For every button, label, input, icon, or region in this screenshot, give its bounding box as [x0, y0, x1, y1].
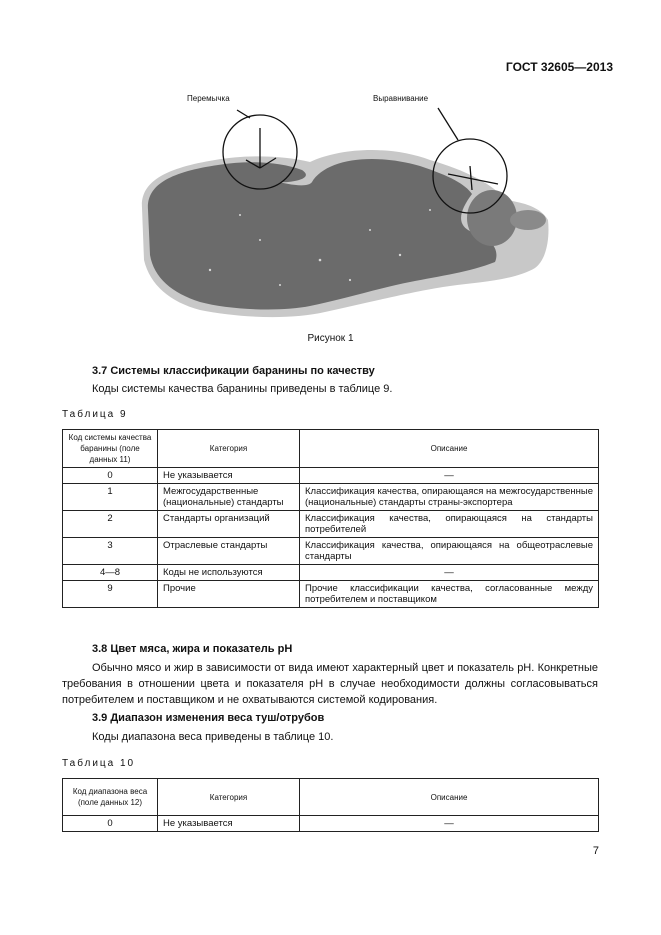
table-10-header-category: Категория — [158, 779, 300, 816]
table-10-header-description: Описание — [300, 779, 599, 816]
table-row: 1 Межгосударственные (национальные) стандарты Классификация качества, опирающаяся на межгосударственные (национальные) стандарты страны-экспортера — [63, 484, 599, 511]
meat-muscle-small — [510, 210, 546, 230]
left-leader-line — [237, 110, 250, 118]
table-9-label: Таблица 9 — [62, 409, 128, 420]
table-9 — [62, 429, 599, 608]
right-leader-line — [438, 108, 458, 140]
table-10-header-code: Код диапазона веса (поле данных 12) — [63, 779, 158, 816]
label-vyravnivanie: Выравнивание — [373, 94, 429, 103]
section-3-8-title: 3.8 Цвет мяса, жира и показатель pH — [92, 643, 293, 655]
table-row: 3 Отраслевые стандарты Классификация качества, опирающаяся на общеотраслевые стандарты — [63, 538, 599, 565]
page-number: 7 — [592, 845, 599, 857]
document-code: ГОСТ 32605—2013 — [505, 60, 613, 74]
section-3-8-text: Обычно мясо и жир в зависимости от вида имеют характерный цвет и показатель pH. Конкретные требования в отношении цвета и показателя pH в случае необходимости должны согласовываться потребителем и поставщиком и не охватываются системой кодирования. — [62, 662, 598, 706]
label-peremychka: Перемычка — [187, 94, 230, 103]
table-10 — [62, 778, 599, 832]
table-row: 9 Прочие Прочие классификации качества, согласованные между потребителем и поставщиком — [63, 581, 599, 608]
table-9-header-code: Код системы качества баранины (поле данных 11) — [63, 430, 158, 468]
section-3-7-text: Коды системы качества баранины приведены в таблице 9. — [92, 383, 393, 395]
section-3-7-title: 3.7 Системы классификации баранины по качеству — [92, 365, 375, 377]
section-3-9-title: 3.9 Диапазон изменения веса туш/отрубов — [92, 712, 325, 724]
table-10-label: Таблица 10 — [62, 758, 136, 769]
meat-muscle — [467, 190, 517, 246]
table-row: 4—8 Коды не используются — — [63, 565, 599, 581]
section-3-9-text: Коды диапазона веса приведены в таблице 10. — [92, 731, 334, 743]
meat-cut-figure — [120, 90, 560, 325]
table-row: 0 Не указывается — — [63, 468, 599, 484]
figure-caption: Рисунок 1 — [307, 333, 354, 344]
table-9-header-description: Описание — [300, 430, 599, 468]
table-row: 2 Стандарты организаций Классификация качества, опирающаяся на стандарты потребителей — [63, 511, 599, 538]
meat-body — [148, 159, 497, 309]
table-row: 0 Не указывается — — [63, 816, 599, 832]
table-9-header-category: Категория — [158, 430, 300, 468]
